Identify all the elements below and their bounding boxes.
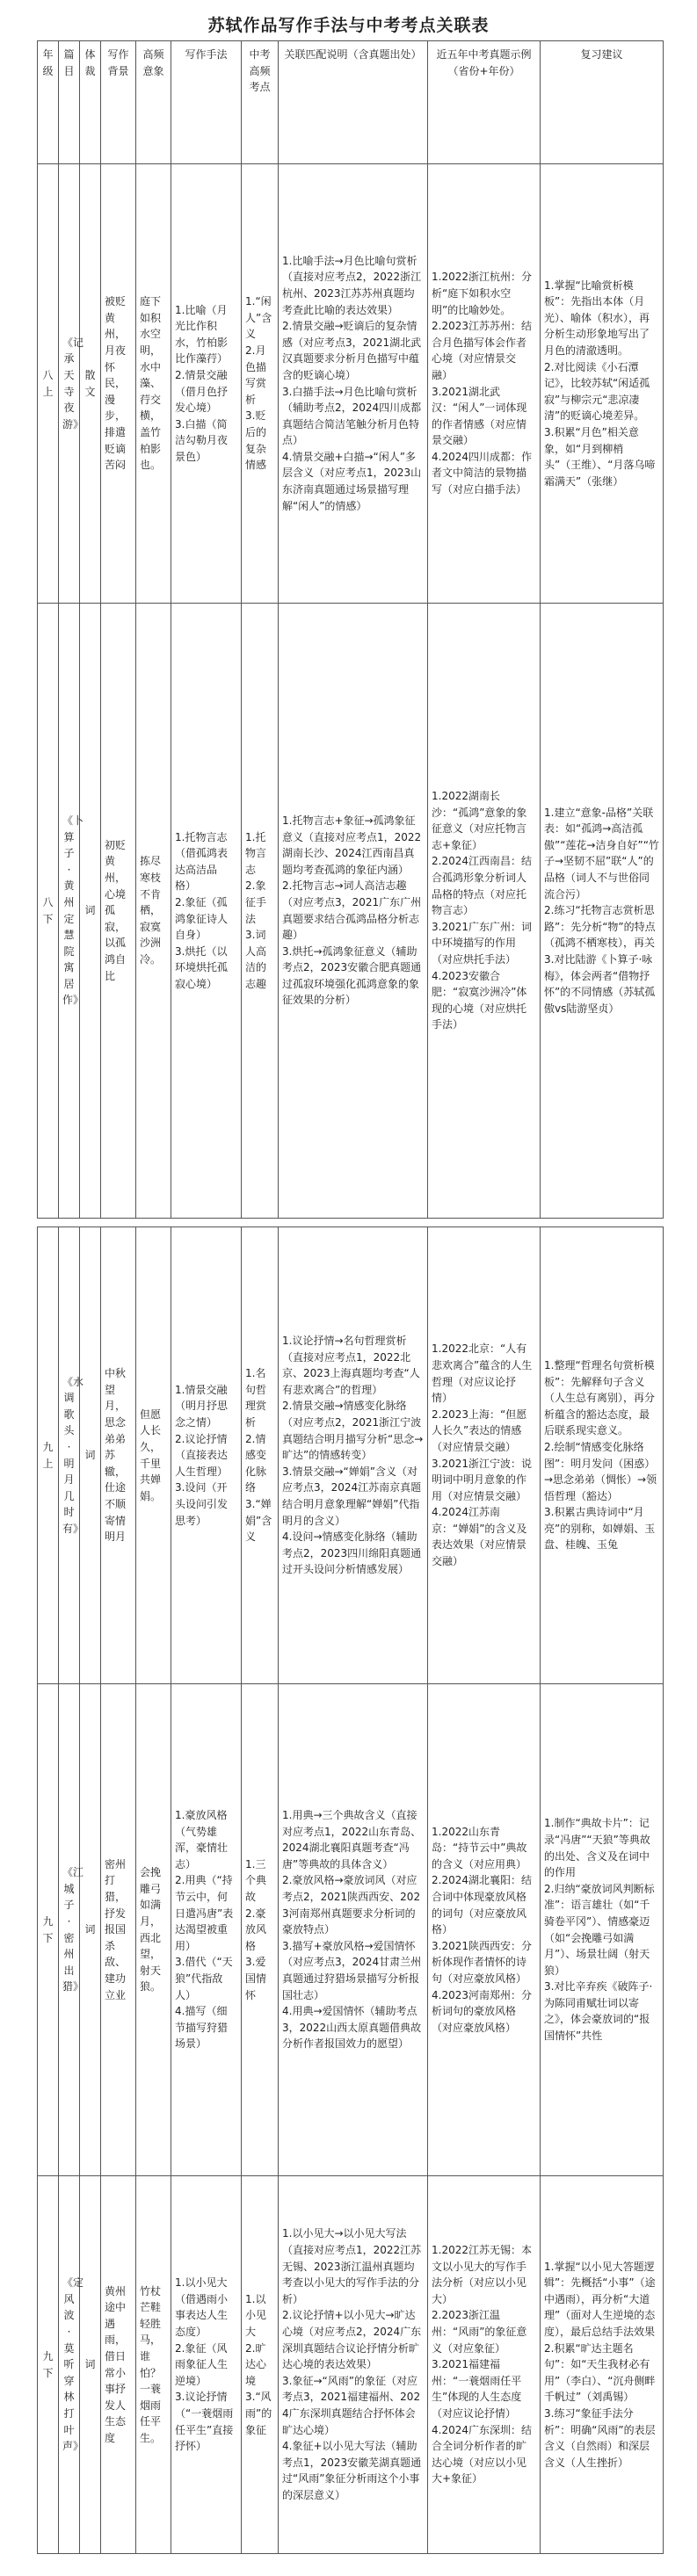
cell-grade: 八下 [38, 604, 59, 1219]
header-techniques: 写作手法 [171, 41, 242, 164]
cell-background: 中秋望月，思念弟弟苏辙，仕途不顺寄情明月 [101, 1227, 136, 1684]
cell-imagery: 但愿人长久，千里共婵娟。 [136, 1227, 171, 1684]
cell-title: 《江城子·密州出猎》 [59, 1684, 80, 2176]
cell-background: 被贬黄州，月夜怀民，漫步，排遣贬谪苦闷 [101, 164, 136, 604]
cell-imagery: 拣尽寒枝不肯栖，寂寞沙洲冷。 [136, 604, 171, 1219]
cell-genre: 词 [80, 2176, 101, 2554]
cell-review-advice: 1.掌握“比喻赏析模板”：先指出本体（月光）、喻体（积水），再分析生动形象地写出了月色的清澈透明。 2.对比阅读《小石潭记》，比较苏轼“闲适孤寂”与柳宗元“悲凉凄清”的贬谪心境差异。 3.积累“月色”相关意象，如“月到柳梢头”（王维）、“月落乌啼霜满天”（张继） [541, 164, 664, 604]
cell-title: 《记承天寺夜游》 [59, 164, 80, 604]
cell-exam-examples: 1.2022浙江杭州：分析“庭下如积水空明”的比喻妙处。 2.2023江苏苏州：结合月色描写体会作者心境（对应情景交融） 3.2021湖北武汉：“闲人”一词体现的作者情感（对应情景交融） 4.2024四川成都：作者文中简洁的景物描写（对应白描手法） [428, 164, 541, 604]
cell-grade: 九下 [38, 2176, 59, 2554]
cell-review-advice: 1.掌握“以小见大答题逻辑”：先概括“小事”（途中遇雨），再分析“大道理”（面对人生逆境的态度），最后总结手法效果 2.积累“旷达主题名句”：如“天生我材必有用”（李白）、“沉舟侧畔千帆过”（刘禹锡） 3.练习“象征手法分析”：明确“风雨”的表层含义（自然雨）和深层含义（人生挫折） [541, 2176, 664, 2554]
header-matching: 关联匹配说明（含真题出处） [279, 41, 428, 164]
cell-exam-points: 1.托物言志 2.象征手法 3.词人高洁的志趣 [242, 604, 279, 1219]
cell-matching: 1.托物言志+象征→孤鸿象征意义（直接对应考点1，2022湖南长沙、2024江西南昌真题均考查孤鸿的象征内涵） 2.托物言志→词人高洁志趣（对应考点3，2021广东广州真题要求结合孤鸿品格分析志趣） 3.烘托→孤鸿象征意义（辅助考点2，2023安徽合肥真题通过孤寂环境强化孤鸿意象的象征效果的分析） [279, 604, 428, 1219]
cell-grade: 九上 [38, 1227, 59, 1684]
table-row [38, 2176, 664, 2554]
header-title: 篇目 [59, 41, 80, 164]
cell-review-advice: 1.制作“典故卡片”：记录“冯唐”“天狼”等典故的出处、含义及在词中的作用 2.归纳“豪放词风判断标准”：语言雄壮（如“千骑卷平冈”）、情感豪迈（如“会挽雕弓如满月”）、场景壮阔（射天狼） 3.对比辛弃疾《破阵子·为陈同甫赋壮词以寄之》，体会豪放词的“报国情怀”共性 [541, 1684, 664, 2176]
cell-techniques: 1.情景交融（明月抒思念之情） 2.议论抒情（直接表达人生哲理） 3.设问（开头设问引发思考） [171, 1227, 242, 1684]
cell-background: 黄州途中遇雨，借日常小事抒发人生态度 [101, 2176, 136, 2554]
cell-background: 初贬黄州，心境孤寂，以孤鸿自比 [101, 604, 136, 1219]
relation-table-part-1 [37, 40, 664, 1219]
cell-title: 《定风波·莫听穿林打叶声》 [59, 2176, 80, 2554]
cell-exam-examples: 1.2022江苏无锡：本文以小见大的写作手法分析（对应以小见大） 2.2023浙江温州：“风雨”的象征意义（对应象征） 3.2021福建福州：“一蓑烟雨任平生”体现的人生态度（对应议论抒情） 4.2024广东深圳：结合全词分析作者的旷达心境（对应以小见大+象征） [428, 2176, 541, 2554]
cell-title: 《卜算子·黄州定慧院寓居作》 [59, 604, 80, 1219]
table-row [38, 1227, 664, 1684]
cell-exam-examples: 1.2022山东青岛：“持节云中”典故的含义（对应用典） 2.2024湖北襄阳：结合词中体现豪放风格的词句（对应豪放风格） 3.2021陕西西安：分析体现作者情怀的诗句（对应豪放风格） 4.2023河南郑州：分析词句的豪放风格（对应豪放风格） [428, 1684, 541, 2176]
cell-techniques: 1.比喻（月光比作积水，竹柏影比作藻荇） 2.情景交融（借月色抒发心境） 3.白描（简洁勾勒月夜景色） [171, 164, 242, 604]
cell-imagery: 会挽雕弓如满月，西北望，射天狼。 [136, 1684, 171, 2176]
cell-imagery: 竹杖芒鞋轻胜马，谁怕？一蓑烟雨任平生。 [136, 2176, 171, 2554]
cell-imagery: 庭下如积水空明，水中藻、荇交横，盖竹柏影也。 [136, 164, 171, 604]
cell-genre: 词 [80, 604, 101, 1219]
table-row [38, 1684, 664, 2176]
header-background: 写作背景 [101, 41, 136, 164]
cell-genre: 散文 [80, 164, 101, 604]
cell-genre: 词 [80, 1684, 101, 2176]
header-imagery: 高频意象 [136, 41, 171, 164]
cell-review-advice: 1.建立“意象-品格”关联表：如“孤鸿→高洁孤傲”“莲花→洁身自好”“竹子→坚韧不屈”联“人”的品格（词人不与世俗同流合污） 2.练习“托物言志赏析思路”：先分析“物”的特点（孤鸿不栖寒枝），再关 3.对比陆游《卜算子·咏梅》，体会两者“借物抒怀”的不同情感（苏轼孤傲vs陆游坚贞） [541, 604, 664, 1219]
cell-techniques: 1.以小见大（借遇雨小事表达人生态度） 2.象征（风雨象征人生逆境） 3.议论抒情（“一蓑烟雨任平生”直接抒怀） [171, 2176, 242, 2554]
page-title: 苏轼作品写作手法与中考考点关联表 [207, 16, 490, 35]
header-genre: 体裁 [80, 41, 101, 164]
table-header-row [38, 41, 664, 164]
cell-matching: 1.比喻手法→月色比喻句赏析（直接对应考点2，2022浙江杭州、2023江苏苏州真题均考查此比喻的表达效果） 2.情景交融→贬谪后的复杂情感（对应考点3，2021湖北武汉真题要求分析月色描写中蕴含的贬谪心境） 3.白描手法→月色比喻句赏析（辅助考点2，2024四川成都真题结合简洁笔触分析月色特点） 4.情景交融+白描→“闲人”多层含义（对应考点1，2023山东济南真题通过场景描写理解“闲人”的情感） [279, 164, 428, 604]
cell-exam-points: 1.名句哲理赏析 2.情感变化脉络 3.“婵娟”含义 [242, 1227, 279, 1684]
cell-grade: 八上 [38, 164, 59, 604]
header-grade: 年级 [38, 41, 59, 164]
cell-techniques: 1.托物言志（借孤鸿表达高洁品格） 2.象征（孤鸿象征诗人自身） 3.烘托（以环境烘托孤寂心境） [171, 604, 242, 1219]
cell-genre: 词 [80, 1227, 101, 1684]
cell-exam-points: 1.三个典故 2.豪放风格 3.爱国情怀 [242, 1684, 279, 2176]
cell-matching: 1.用典→三个典故含义（直接对应考点1，2022山东青岛、2024湖北襄阳真题考查“冯唐”等典故的具体含义） 2.豪放风格→豪放词风（对应考点2，2021陕西西安、2023河南郑州真题要求分析词的豪放特点） 3.描写+豪放风格→爱国情怀（对应考点3，2024甘肃兰州真题通过狩猎场景描写分析报国壮志） 4.用典→爱国情怀（辅助考点3，2022山西太原真题借典故分析作者报国效力的愿望） [279, 1684, 428, 2176]
cell-review-advice: 1.整理“哲理名句赏析模板”：先解释句子含义（人生总有离别），再分析蕴含的豁达态度，最后联系现实意义。 2.绘制“情感变化脉络图”：明月发问（困惑）→思念弟弟（惆怅）→领悟哲理（豁达） 3.积累古典诗词中“月亮”的别称，如婵娟、玉盘、桂魄、玉兔 [541, 1227, 664, 1684]
header-exam-examples: 近五年中考真题示例（省份+年份） [428, 41, 541, 164]
cell-exam-points: 1.“闲人”含义 2.月色描写赏析 3.贬后的复杂情感 [242, 164, 279, 604]
cell-matching: 1.议论抒情→名句哲理赏析（直接对应考点1，2022北京、2023上海真题均考查“人有悲欢离合”的哲理） 2.情景交融→情感变化脉络（对应考点2，2021浙江宁波真题结合明月描写分析“思念→旷达”的情感转变） 3.情景交融→“婵娟”含义（对应考点3，2024江苏南京真题结合明月意象理解“婵娟”代指明月的含义） 4.设问→情感变化脉络（辅助考点2，2023四川绵阳真题通过开头设问分析情感发展） [279, 1227, 428, 1684]
table-row [38, 164, 664, 604]
header-review-advice: 复习建议 [541, 41, 664, 164]
cell-grade: 九下 [38, 1684, 59, 2176]
cell-title: 《水调歌头·明月几时有》 [59, 1227, 80, 1684]
cell-matching: 1.以小见大→以小见大写法（直接对应考点1，2022江苏无锡、2023浙江温州真题均考查以小见大的写作手法的分析） 2.议论抒情+以小见大→旷达心境（对应考点2，2024广东深圳真题结合议论抒情分析旷达心境的表达效果） 3.象征→“风雨”的象征（对应考点3，2021福建福州、2024广东深圳真题结合抒怀体会旷达心境） 4.象征+以小见大写法（辅助考点1，2023安徽芜湖真题通过“风雨”象征分析雨这个小事的深层意义） [279, 2176, 428, 2554]
cell-techniques: 1.豪放风格（气势雄浑，豪情壮志） 2.用典（“持节云中，何日遣冯唐”表达渴望被重用） 3.借代（“天狼”代指敌人） 4.描写（细节描写狩猎场景） [171, 1684, 242, 2176]
table-row [38, 604, 664, 1219]
cell-background: 密州打猎，抒发报国杀敌、建功立业 [101, 1684, 136, 2176]
cell-exam-examples: 1.2022湖南长沙：“孤鸿”意象的象征意义（对应托物言志+象征） 2.2024江西南昌：结合孤鸿形象分析词人品格的特点（对应托物言志） 3.2021广东广州：词中环境描写的作用（对应烘托手法） 4.2023安徽合肥：“寂寞沙洲冷”体现的心境（对应烘托手法） [428, 604, 541, 1219]
header-exam-points: 中考高频考点 [242, 41, 279, 164]
relation-table-part-2 [37, 1226, 664, 2554]
cell-exam-examples: 1.2022北京：“人有悲欢离合”蕴含的人生哲理（对应议论抒情） 2.2023上海：“但愿人长久”表达的情感（对应情景交融） 3.2021浙江宁波：说明词中明月意象的作用（对应情景交融） 4.2024江苏南京：“婵娟”的含义及表达效果（对应情景交融） [428, 1227, 541, 1684]
cell-exam-points: 1.以小见大 2.旷达心境 3.“风雨”的象征 [242, 2176, 279, 2554]
